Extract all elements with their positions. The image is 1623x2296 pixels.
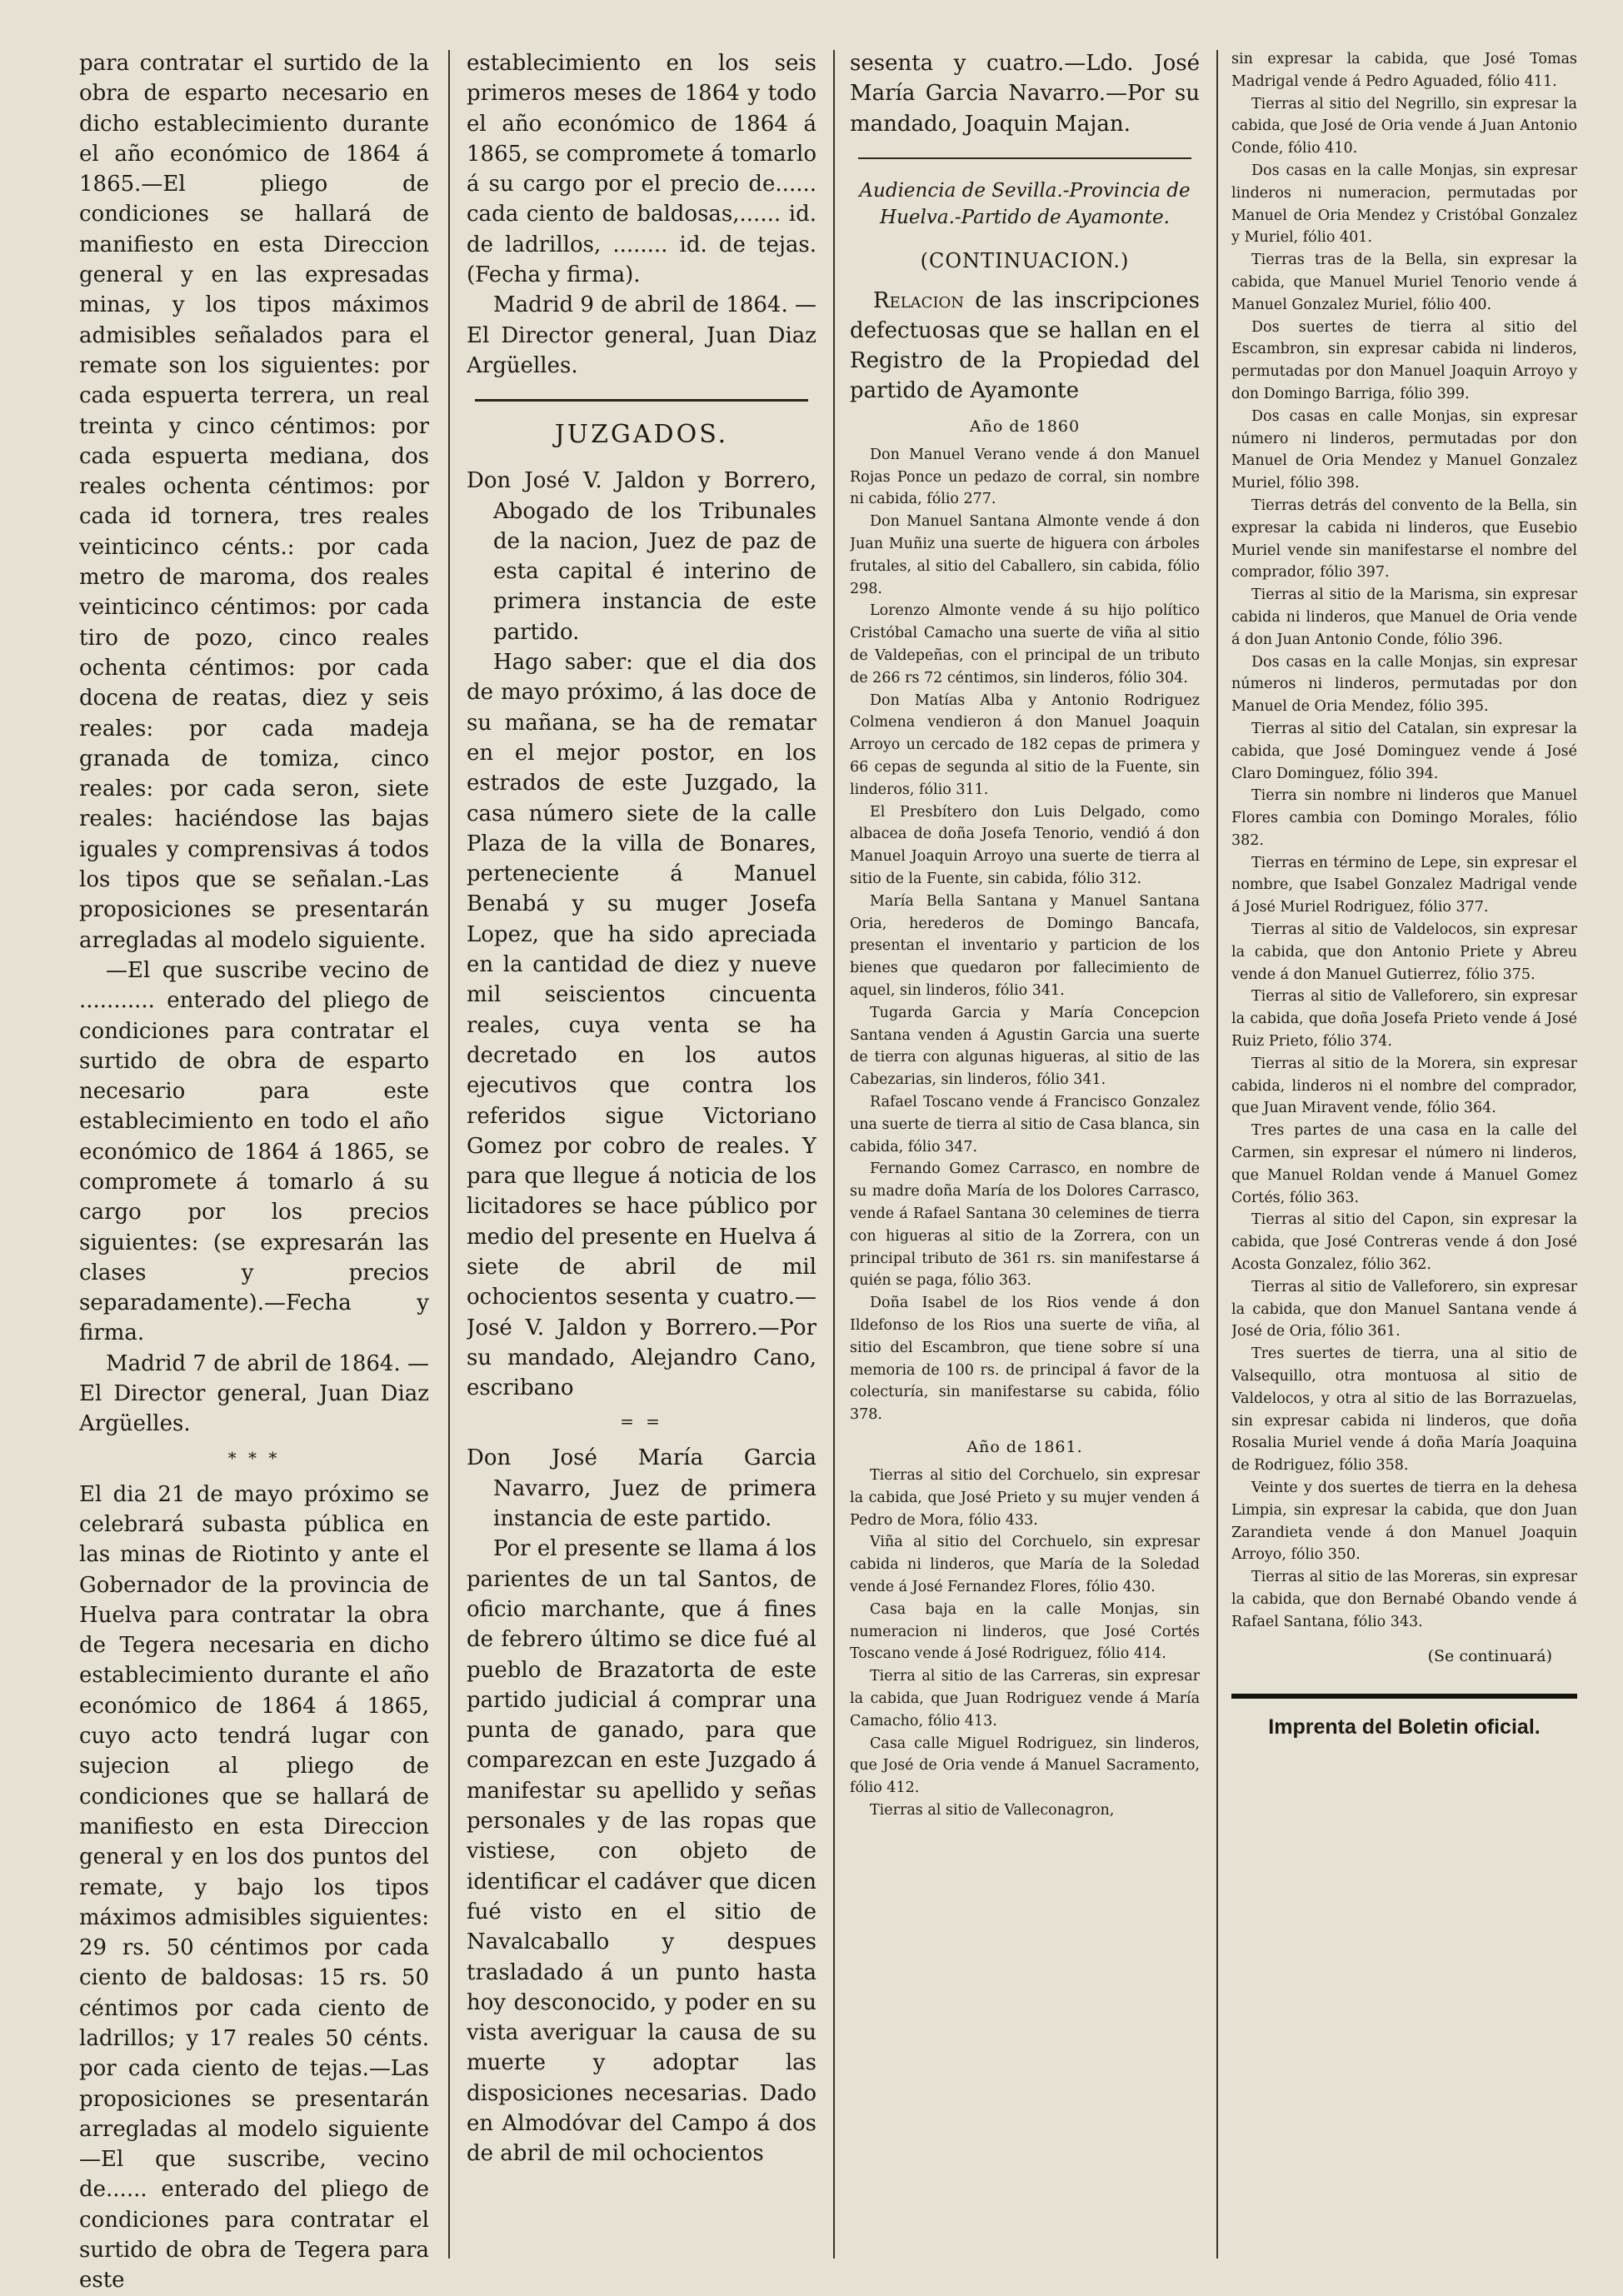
list-item: Casa baja en la calle Monjas, sin numeracion ni linderos, que José Cortés Toscano vende á José Rodriguez, fólio 414. (850, 1600, 1200, 1663)
list-item: Tierras en término de Lepe, sin expresar el nombre, que Isabel Gonzalez Madrigal vende á José Muriel Rodriguez, fólio 377. (1231, 854, 1577, 916)
list-item: Dos casas en la calle Monjas, sin expresar linderos ni numeracion, permutadas por Manuel de Oria Mendez y Cristóbal Gonzalez y Muriel, fólio 401. (1231, 162, 1577, 247)
esparto-model-text: —El que suscribe vecino de ........... enterado del pliego de condiciones para contratar el surtido de obra de esparto necesario para este establecimiento en todo el año económico de 1864 á 1865, se compromete á tomarlo á su cargo por los precios siguientes: (se expresarán las clases y precios separadamente).—Fecha y firma. (79, 957, 429, 1346)
tegera-notice-continued: establecimiento en los seis primeros meses de 1864 y todo el año económico de 1864 á 1865, se compromete á tomarlo á su cargo por el precio de...... cada ciento de baldosas,...... id. de ladrillos, ........ id. de tejas. (Fecha y firma). (467, 51, 816, 288)
column-divider (833, 50, 835, 2259)
esparto-notice-text: para contratar el surtido de la obra de esparto necesario en dicho establecimiento durante el año económico de 1864 á 1865.—El pliego de condiciones se hallará de manifiesto en esta Direccion general y en las expresadas minas, y los tipos máximos admisibles señalados para el remate son los siguientes: por cada espuerta terrera, un real treinta y cinco céntimos: por cada espuerta mediana, dos reales ochenta céntimos: por cada id tornera, tres reales veinticinco cénts.: por cada metro de maroma, dos reales veinticinco céntimos: por cada tiro de pozo, cinco reales ochenta céntimos: por cada docena de reatas, diez y seis reales: por cada madeja granada de tomiza, cinco reales: por cada seron, siete reales: haciéndose las bajas iguales y comprensivas á todos los tipos que se señalan.-Las proposiciones se presentarán arregladas al modelo siguiente. (79, 51, 429, 953)
list-item: Tierras tras de la Bella, sin expresar la cabida, que Manuel Muriel Tenorio vende á Manuel Gonzalez Muriel, fólio 400. (1231, 252, 1577, 313)
list-item: El Presbítero don Luis Delgado, como albacea de doña Josefa Tenorio, vendió á don Manuel Joaquin Arroyo una suerte de tierra al sitio de la Fuente, sin cabida, fólio 312. (850, 803, 1200, 888)
column-4 (1231, 48, 1577, 1739)
judge-navarro-heading: Don José María Garcia Navarro, Juez de primera instancia de este partido. (467, 1445, 816, 1532)
list-item: Tierras al sitio de la Marisma, sin expresar cabida ni linderos, que Manuel de Oria vende á don Juan Antonio Conde, fólio 396. (1231, 586, 1577, 648)
list-item: sin expresar la cabida, que José Tomas Madrigal vende á Pedro Aguaded, fólio 411. (1231, 51, 1577, 90)
list-item: Tierras detrás del convento de la Bella, sin expresar la cabida ni linderos, que Eusebio Muriel vende sin manifestarse el nombre del comprador, fólio 397. (1231, 497, 1577, 581)
entries-continued (1231, 48, 1577, 1634)
audiencia-heading: Audiencia de Sevilla.-Provincia de Huelva.-Partido de Ayamonte. (859, 179, 1191, 228)
separator-equals: = = (620, 1411, 663, 1432)
esparto-signature: Madrid 7 de abril de 1864. —El Director general, Juan Diaz Argüelles. (79, 1350, 429, 1437)
section-rule (858, 157, 1191, 159)
navarro-signature: sesenta y cuatro.—Ldo. José María Garcia Navarro.—Por su mandado, Joaquin Majan. (850, 51, 1200, 137)
year-heading-1861: Año de 1861. (966, 1437, 1083, 1456)
list-item: Tugarda Garcia y María Concepcion Santana venden á Agustin Garcia una suerte de tierra con algunas higueras, al sitio de las Cabezarias, sin linderos, fólio 341. (850, 1004, 1200, 1089)
list-item: Tres partes de una casa en la calle del Carmen, sin expresar el número ni linderos, que Manuel Roldan vende á Manuel Gomez Cortés, fólio 363. (1231, 1122, 1577, 1206)
list-item: María Bella Santana y Manuel Santana Oria, herederos de Domingo Bancafa, presentan el inventario y particion de los bienes que quedaron por fallecimiento de aquel, sin linderos, fólio 341. (850, 892, 1200, 1000)
column-2 (467, 48, 816, 2169)
jaldon-edict-text: Hago saber: que el dia dos de mayo próximo, á las doce de su mañana, se ha de rematar en el mejor postor, en los estrados de este Juzgado, la casa número siete de la calle Plaza de la villa de Bonares, perteneciente á Manuel Benabá y su muger Josefa Lopez, que ha sido apreciada en la cantidad de diez y nueve mil seiscientos cincuenta reales, cuya venta se ha decretado en los autos ejecutivos que contra los referidos sigue Victoriano Gomez por cobro de reales. Y para que llegue á noticia de los licitadores se hace público por medio del presente en Huelva á siete de abril de mil ochocientos sesenta y cuatro.—José V. Jaldon y Borrero.—Por su mandado, Alejandro Cano, escribano (467, 650, 816, 1401)
continuacion-label: (CONTINUACION.) (920, 248, 1130, 272)
closing-rule (1231, 1694, 1577, 1699)
column-divider (1216, 50, 1218, 2259)
list-item: Tierras al sitio de Valdelocos, sin expresar la cabida, que don Antonio Priete y Abreu vende á don Manuel Gutierrez, fólio 375. (1231, 921, 1577, 983)
list-item: Tierras al sitio del Corchuelo, sin expresar la cabida, que José Prieto y su mujer venden á Pedro de Mora, fólio 433. (850, 1466, 1200, 1529)
judge-jaldon-heading: Don José V. Jaldon y Borrero, Abogado de los Tribunales de la nacion, Juez de paz de esta capital é interino de primera instancia de este partido. (467, 468, 816, 645)
list-item: Tierras al sitio del Catalan, sin expresar la cabida, que José Dominguez vende á José Claro Dominguez, fólio 394. (1231, 720, 1577, 782)
list-item: Dos casas en calle Monjas, sin expresar número ni linderos, permutadas por don Manuel de Oria Mendez y Manuel Gonzalez Muriel, fólio 398. (1231, 407, 1577, 492)
relacion-text: de las inscripciones defectuosas que se hallan en el Registro de la Propiedad del partido de Ayamonte (850, 287, 1200, 403)
list-item: Tierras al sitio de Valleforero, sin expresar la cabida, que don Manuel Santana vende á José de Oria, fólio 361. (1231, 1278, 1577, 1340)
list-item: Don Matías Alba y Antonio Rodriguez Colmena vendieron á don Manuel Joaquin Arroyo un cercado de 182 cepas de primera y 66 cepas de segunda al sitio de la Fuente, sin linderos, fólio 311. (850, 691, 1200, 798)
entries-1861 (850, 1465, 1200, 1822)
list-item: Casa calle Miguel Rodriguez, sin linderos, que José de Oria vende á Manuel Sacramento, fólio 412. (850, 1734, 1200, 1797)
entries-1860 (850, 444, 1200, 1426)
tegera-signature: Madrid 9 de abril de 1864. —El Director general, Juan Diaz Argüelles. (467, 292, 816, 378)
list-item: Don Manuel Santana Almonte vende á don Juan Muñiz una suerte de higuera con árboles frutales, al sitio del Caballero, sin cabida, fólio 298. (850, 513, 1200, 597)
column-1 (79, 48, 429, 2296)
column-divider (448, 50, 450, 2259)
se-continuara-label: (Se continuará) (1427, 1646, 1552, 1665)
list-item: Don Manuel Verano vende á don Manuel Rojas Ponce un pedazo de corral, sin nombre ni cabida, fólio 277. (850, 446, 1200, 508)
list-item: Fernando Gomez Carrasco, en nombre de su madre doña María de los Dolores Carrasco, vende á Rafael Santana 30 celemines de tierra con higueras al sitio de la Zorrera, con un principal tributo de 361 rs. sin manifestarse á quién se paga, fólio 363. (850, 1160, 1200, 1290)
list-item: Veinte y dos suertes de tierra en la dehesa Limpia, sin expresar la cabida, que don Juan Zarandieta vende á don Manuel Joaquin Arroyo, fólio 350. (1231, 1480, 1577, 1564)
list-item: Dos casas en la calle Monjas, sin expresar números ni linderos, permutadas por don Manuel de Oria Mendez, fólio 395. (1231, 653, 1577, 716)
relacion-lead: Relacion (873, 287, 965, 313)
section-rule (475, 399, 808, 402)
list-item: Tres suertes de tierra, una al sitio de Valsequillo, otra montuosa al sitio de Valdelocos, y otra al sitio de las Borrazuelas, sin expresar cabida ni linderos, que doña Rosalia Muriel vende á doña María Joaquina de Rodriguez, fólio 358. (1231, 1345, 1577, 1475)
separator-stars: * * * (227, 1447, 281, 1468)
list-item: Tierras al sitio del Negrillo, sin expresar la cabida, que José de Oria vende á Juan Antonio Conde, fólio 410. (1231, 95, 1577, 157)
list-item: Tierras al sitio de Valleforero, sin expresar la cabida, que doña Josefa Prieto vende á José Ruiz Prieto, fólio 374. (1231, 988, 1577, 1051)
list-item: Tierras al sitio de las Moreras, sin expresar la cabida, que don Bernabé Obando vende á Rafael Santana, fólio 343. (1231, 1569, 1577, 1630)
relacion-heading (850, 286, 1200, 406)
navarro-edict-text: Por el presente se llama á los parientes de un tal Santos, de oficio marchante, que á fines de febrero último se dice fué al pueblo de Brazatorta de este partido judicial á comprar una punta de ganado, para que comparezcan en este Juzgado á manifestar su apellido y señas personales y de las ropas que vistiese, con objeto de identificar el cadáver que dicen fué visto en el sitio de Navalcaballo y despues trasladado á un punto hasta hoy desconocido, y poder en su vista averiguar la causa de su muerte y adoptar las disposiciones necesarias. Dado en Almodóvar del Campo á dos de abril de mil ochocientos (467, 1536, 816, 2167)
list-item: Lorenzo Almonte vende á su hijo político Cristóbal Camacho una suerte de viña al sitio de Valdepeñas, con el principal de un tributo de 266 rs 72 céntimos, sin linderos, fólio 304. (850, 602, 1200, 686)
list-item: Tierra sin nombre ni linderos que Manuel Flores cambia con Domingo Morales, fólio 382. (1231, 787, 1577, 849)
list-item: Doña Isabel de los Rios vende á don Ildefonso de los Rios una suerte de viña, al sitio del Escambron, que tiene sobre sí una memoria de 100 rs. de principal á favor de la colecturía, sin manifestarse su cabida, fólio 378. (850, 1295, 1200, 1424)
column-3 (850, 48, 1200, 1822)
imprint-line: Imprenta del Boletin oficial. (1268, 1715, 1541, 1739)
list-item: Dos suertes de tierra al sitio del Escambron, sin expresar cabida ni linderos, permutadas por don Manuel Joaquin Arroyo y don Domingo Barriga, fólio 399. (1231, 318, 1577, 402)
list-item: Tierras al sitio de Valleconagron, (870, 1801, 1115, 1819)
list-item: Viña al sitio del Corchuelo, sin expresar cabida ni linderos, que María de la Soledad vende á José Fernandez Flores, fólio 430. (850, 1534, 1200, 1595)
list-item: Tierras al sitio del Capon, sin expresar la cabida, que José Contreras vende á don José Acosta Gonzalez, fólio 362. (1231, 1211, 1577, 1274)
tegera-notice-text: El dia 21 de mayo próximo se celebrará subasta pública en las minas de Riotinto y ante el Gobernador de la provincia de Huelva para contratar la obra de Tegera necesaria en dicho establecimiento durante el año económico de 1864 á 1865, cuyo acto tendrá lugar con sujecion al pliego de condiciones que se hallará de manifiesto en esta Direccion general y en los dos puntos del remate, y bajo los tipos máximos admisibles siguientes: 29 rs. 50 céntimos por cada ciento de baldosas: 15 rs. 50 céntimos por cada ciento de ladrillos; y 17 reales 50 cénts. por cada ciento de tejas.—Las proposiciones se presentarán arregladas al modelo siguiente —El que suscribe, vecino de...... enterado del pliego de condiciones para contratar el surtido de obra de Tegera para este (79, 1481, 429, 2294)
list-item: Tierra al sitio de las Carreras, sin expresar la cabida, que Juan Rodriguez vende á María Camacho, fólio 413. (850, 1668, 1200, 1729)
section-title-juzgados: JUZGADOS. (554, 420, 729, 450)
list-item: Rafael Toscano vende á Francisco Gonzalez una suerte de tierra al sitio de Casa blanca, sin cabida, fólio 347. (850, 1094, 1200, 1155)
list-item: Tierras al sitio de la Morera, sin expresar cabida, linderos ni el nombre del comprador, que Juan Miravent vende, fólio 364. (1231, 1055, 1577, 1117)
year-heading-1860: Año de 1860 (969, 417, 1081, 436)
